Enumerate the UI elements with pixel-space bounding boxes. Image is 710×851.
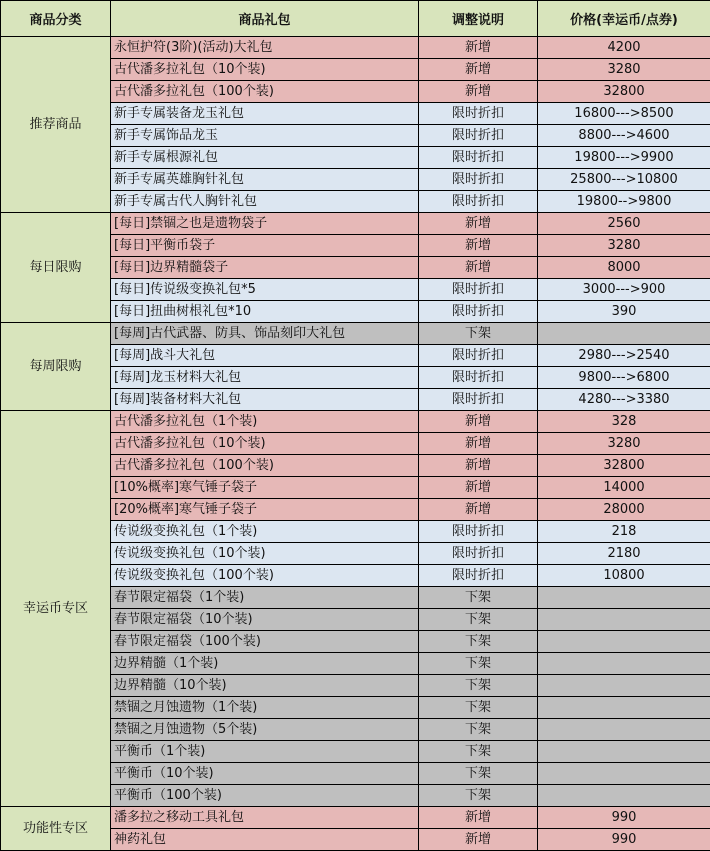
adjustment-cell: 新增 — [419, 37, 538, 59]
category-cell: 每周限购 — [1, 323, 111, 411]
adjustment-cell: 新增 — [419, 411, 538, 433]
adjustment-cell: 新增 — [419, 433, 538, 455]
package-name-cell: [每周]装备材料大礼包 — [111, 389, 419, 411]
price-cell — [538, 719, 710, 741]
adjustment-cell: 新增 — [419, 829, 538, 851]
adjustment-cell: 下架 — [419, 763, 538, 785]
adjustment-cell: 限时折扣 — [419, 389, 538, 411]
package-name-cell: 传说级变换礼包（1个装) — [111, 521, 419, 543]
package-name-cell: 春节限定福袋（10个装) — [111, 609, 419, 631]
package-name-cell: [每周]龙玉材料大礼包 — [111, 367, 419, 389]
package-name-cell: 古代潘多拉礼包（100个装) — [111, 455, 419, 477]
adjustment-cell: 限时折扣 — [419, 191, 538, 213]
adjustment-cell: 下架 — [419, 741, 538, 763]
header-package: 商品礼包 — [111, 1, 419, 37]
price-cell: 16800--->8500 — [538, 103, 710, 125]
adjustment-cell: 新增 — [419, 807, 538, 829]
price-cell: 14000 — [538, 477, 710, 499]
package-name-cell: [每日]边界精髓袋子 — [111, 257, 419, 279]
price-cell — [538, 697, 710, 719]
table-row — [1, 213, 710, 235]
adjustment-cell: 限时折扣 — [419, 521, 538, 543]
package-name-cell: [20%概率]寒气锤子袋子 — [111, 499, 419, 521]
price-cell: 8000 — [538, 257, 710, 279]
package-name-cell: [每周]古代武器、防具、饰品刻印大礼包 — [111, 323, 419, 345]
package-name-cell: [每日]禁锢之也是遗物袋子 — [111, 213, 419, 235]
adjustment-cell: 限时折扣 — [419, 345, 538, 367]
price-cell: 3280 — [538, 433, 710, 455]
package-name-cell: 永恒护符(3阶)(活动)大礼包 — [111, 37, 419, 59]
adjustment-cell: 限时折扣 — [419, 147, 538, 169]
price-cell: 8800--->4600 — [538, 125, 710, 147]
price-cell: 32800 — [538, 81, 710, 103]
adjustment-cell: 新增 — [419, 499, 538, 521]
package-name-cell: 古代潘多拉礼包（1个装) — [111, 411, 419, 433]
adjustment-cell: 下架 — [419, 323, 538, 345]
adjustment-cell: 下架 — [419, 719, 538, 741]
adjustment-cell: 下架 — [419, 697, 538, 719]
price-cell — [538, 609, 710, 631]
price-cell — [538, 675, 710, 697]
price-cell: 9800--->6800 — [538, 367, 710, 389]
package-name-cell: 禁锢之月蚀遗物（1个装) — [111, 697, 419, 719]
price-cell: 990 — [538, 829, 710, 851]
price-cell — [538, 323, 710, 345]
package-name-cell: 传说级变换礼包（100个装) — [111, 565, 419, 587]
adjustment-cell: 限时折扣 — [419, 103, 538, 125]
package-name-cell: 平衡币（10个装) — [111, 763, 419, 785]
price-cell: 3280 — [538, 235, 710, 257]
adjustment-cell: 限时折扣 — [419, 125, 538, 147]
category-cell: 幸运币专区 — [1, 411, 111, 807]
package-name-cell: 边界精髓（1个装) — [111, 653, 419, 675]
adjustment-cell: 新增 — [419, 257, 538, 279]
adjustment-cell: 新增 — [419, 213, 538, 235]
price-cell: 2560 — [538, 213, 710, 235]
package-name-cell: 古代潘多拉礼包（10个装) — [111, 59, 419, 81]
price-cell: 328 — [538, 411, 710, 433]
price-cell — [538, 587, 710, 609]
price-cell: 990 — [538, 807, 710, 829]
price-cell: 218 — [538, 521, 710, 543]
adjustment-cell: 新增 — [419, 477, 538, 499]
price-cell: 2180 — [538, 543, 710, 565]
package-name-cell: 平衡币（1个装) — [111, 741, 419, 763]
package-name-cell: [每日]平衡币袋子 — [111, 235, 419, 257]
price-cell: 3280 — [538, 59, 710, 81]
price-cell: 25800--->10800 — [538, 169, 710, 191]
price-cell: 3000--->900 — [538, 279, 710, 301]
package-name-cell: 神药礼包 — [111, 829, 419, 851]
package-name-cell: 潘多拉之移动工具礼包 — [111, 807, 419, 829]
table-row — [1, 807, 710, 829]
category-cell: 每日限购 — [1, 213, 111, 323]
adjustment-cell: 新增 — [419, 235, 538, 257]
header-row — [1, 1, 710, 37]
category-cell: 推荐商品 — [1, 37, 111, 213]
price-cell — [538, 653, 710, 675]
price-cell — [538, 785, 710, 807]
adjustment-cell: 限时折扣 — [419, 565, 538, 587]
package-name-cell: [每日]传说级变换礼包*5 — [111, 279, 419, 301]
package-name-cell: 春节限定福袋（1个装) — [111, 587, 419, 609]
price-cell: 390 — [538, 301, 710, 323]
price-cell: 19800-->9800 — [538, 191, 710, 213]
price-cell — [538, 631, 710, 653]
price-cell: 4200 — [538, 37, 710, 59]
header-adjustment: 调整说明 — [419, 1, 538, 37]
package-name-cell: 春节限定福袋（100个装) — [111, 631, 419, 653]
price-cell — [538, 741, 710, 763]
adjustment-cell: 限时折扣 — [419, 543, 538, 565]
price-cell: 2980--->2540 — [538, 345, 710, 367]
price-cell: 28000 — [538, 499, 710, 521]
package-name-cell: 古代潘多拉礼包（100个装) — [111, 81, 419, 103]
package-name-cell: 边界精髓（10个装) — [111, 675, 419, 697]
adjustment-cell: 新增 — [419, 81, 538, 103]
table-body — [1, 37, 710, 851]
package-name-cell: [10%概率]寒气锤子袋子 — [111, 477, 419, 499]
adjustment-cell: 限时折扣 — [419, 367, 538, 389]
adjustment-cell: 下架 — [419, 653, 538, 675]
adjustment-cell: 下架 — [419, 609, 538, 631]
table-row — [1, 411, 710, 433]
adjustment-cell: 下架 — [419, 587, 538, 609]
price-cell: 4280--->3380 — [538, 389, 710, 411]
header-category: 商品分类 — [1, 1, 111, 37]
package-name-cell: 新手专属饰品龙玉 — [111, 125, 419, 147]
adjustment-cell: 限时折扣 — [419, 279, 538, 301]
category-cell: 功能性专区 — [1, 807, 111, 851]
package-name-cell: 传说级变换礼包（10个装) — [111, 543, 419, 565]
package-name-cell: 新手专属英雄胸针礼包 — [111, 169, 419, 191]
price-cell: 19800--->9900 — [538, 147, 710, 169]
package-name-cell: 平衡币（100个装) — [111, 785, 419, 807]
price-cell — [538, 763, 710, 785]
price-cell: 10800 — [538, 565, 710, 587]
package-name-cell: [每日]扭曲树根礼包*10 — [111, 301, 419, 323]
adjustment-cell: 新增 — [419, 59, 538, 81]
package-name-cell: 新手专属根源礼包 — [111, 147, 419, 169]
adjustment-cell: 下架 — [419, 631, 538, 653]
package-name-cell: 古代潘多拉礼包（10个装) — [111, 433, 419, 455]
adjustment-cell: 下架 — [419, 785, 538, 807]
adjustment-cell: 新增 — [419, 455, 538, 477]
package-name-cell: 新手专属装备龙玉礼包 — [111, 103, 419, 125]
package-name-cell: 禁锢之月蚀遗物（5个装) — [111, 719, 419, 741]
adjustment-cell: 下架 — [419, 675, 538, 697]
table-row — [1, 323, 710, 345]
package-name-cell: [每周]战斗大礼包 — [111, 345, 419, 367]
adjustment-cell: 限时折扣 — [419, 301, 538, 323]
package-name-cell: 新手专属古代人胸针礼包 — [111, 191, 419, 213]
table-row — [1, 37, 710, 59]
price-cell: 32800 — [538, 455, 710, 477]
header-price: 价格(幸运币/点券) — [538, 1, 710, 37]
adjustment-cell: 限时折扣 — [419, 169, 538, 191]
